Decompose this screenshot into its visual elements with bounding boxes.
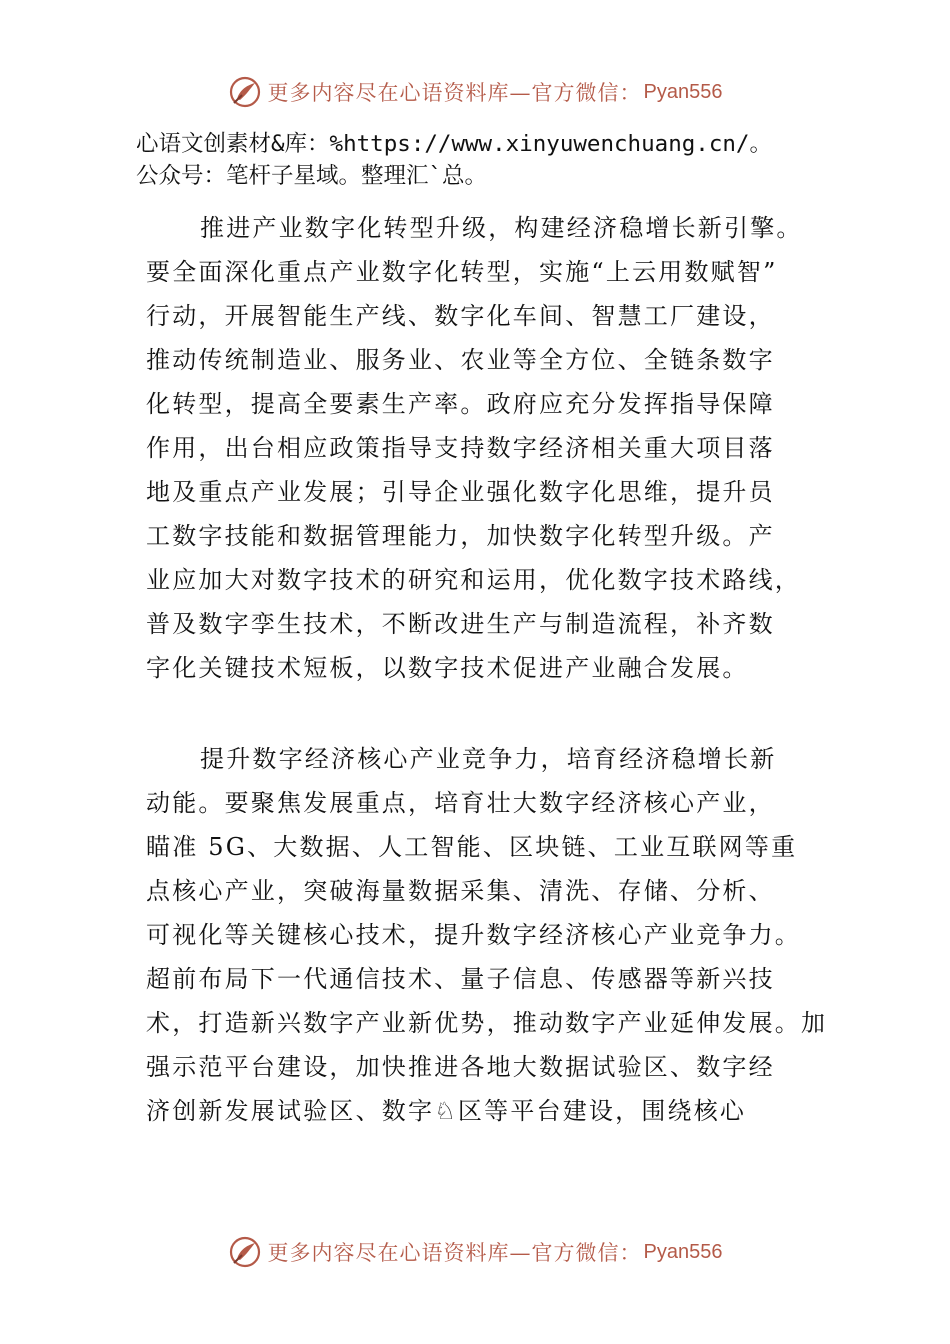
paragraph-line: 点核心产业，突破海量数据采集、清洗、存储、分析、 bbox=[146, 877, 775, 905]
banner-text: 更多内容尽在心语资料库—官方微信： bbox=[267, 81, 642, 105]
paragraph-line: 济创新发展试验区、数字♘区等平台建设，围绕核心 bbox=[146, 1097, 747, 1125]
paragraph-core-industry bbox=[146, 737, 828, 1133]
paragraph-line: 术，打造新兴数字产业新优势，推动数字产业延伸发展。加 bbox=[146, 1009, 828, 1037]
paragraph-line: 提升数字经济核心产业竞争力，培育经济稳增长新 bbox=[200, 745, 777, 773]
paragraph-line: 普及数字孪生技术，不断改进生产与制造流程，补齐数 bbox=[146, 610, 775, 638]
paragraph-line: 超前布局下一代通信技术、量子信息、传感器等新兴技 bbox=[146, 965, 775, 993]
paragraph-line: 工数字技能和数据管理能力，加快数字化转型升级。产 bbox=[146, 522, 775, 550]
banner-wechat-id: Pyan556 bbox=[643, 1240, 723, 1263]
banner-text: 更多内容尽在心语资料库—官方微信： bbox=[267, 1241, 642, 1265]
header-account-line: 公众号：笔杆子星域。整理汇`总。 bbox=[136, 163, 488, 189]
header-source-line: 心语文创素材&库：%https://www.xinyuwenchuang.cn/。 bbox=[136, 131, 772, 157]
paragraph-line: 推动传统制造业、服务业、农业等全方位、全链条数字 bbox=[146, 346, 775, 374]
paragraph-line: 地及重点产业发展；引导企业强化数字化思维，提升员 bbox=[146, 478, 775, 506]
paragraph-line: 化转型，提高全要素生产率。政府应充分发挥指导保障 bbox=[146, 390, 775, 418]
paragraph-digital-transformation bbox=[146, 206, 818, 690]
document-header bbox=[136, 128, 916, 192]
banner-wechat-id: Pyan556 bbox=[643, 80, 723, 103]
paragraph-line: 强示范平台建设，加快推进各地大数据试验区、数字经 bbox=[146, 1053, 775, 1081]
paragraph-line: 业应加大对数字技术的研究和运用，优化数字技术路线， bbox=[146, 566, 801, 594]
paragraph-line: 作用，出台相应政策指导支持数字经济相关重大项目落 bbox=[146, 434, 775, 462]
brand-logo-icon bbox=[228, 1235, 262, 1269]
watermark-banner-top bbox=[0, 70, 950, 114]
paragraph-line: 动能。要聚焦发展重点，培育壮大数字经济核心产业， bbox=[146, 789, 775, 817]
brand-logo-icon bbox=[228, 75, 262, 109]
paragraph-line: 字化关键技术短板，以数字技术促进产业融合发展。 bbox=[146, 654, 749, 682]
paragraph-line: 要全面深化重点产业数字化转型，实施“上云用数赋智” bbox=[146, 258, 778, 286]
watermark-banner-bottom bbox=[0, 1230, 950, 1274]
paragraph-line: 行动，开展智能生产线、数字化车间、智慧工厂建设， bbox=[146, 302, 775, 330]
paragraph-line: 推进产业数字化转型升级，构建经济稳增长新引擎。 bbox=[200, 214, 803, 242]
paragraph-line: 瞄准 5G、大数据、人工智能、区块链、工业互联网等重 bbox=[146, 833, 798, 861]
paragraph-line: 可视化等关键核心技术，提升数字经济核心产业竞争力。 bbox=[146, 921, 801, 949]
